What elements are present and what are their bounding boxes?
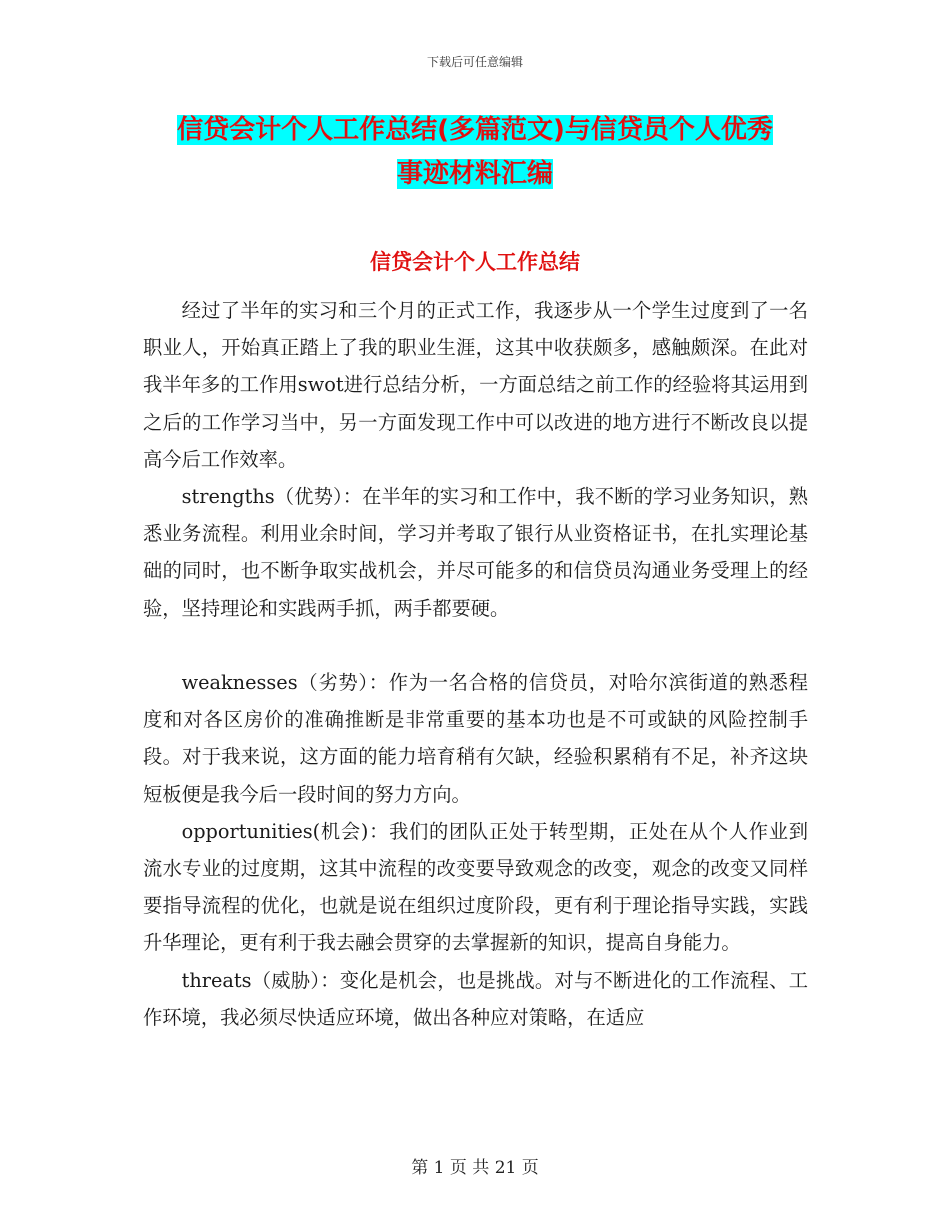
section-title: 信贷会计个人工作总结 [370,250,580,274]
document-title-line1: 信贷会计个人工作总结(多篇范文)与信贷员个人优秀 [177,115,773,145]
document-title [140,108,810,196]
paragraph-strengths: strengths（优势）：在半年的实习和工作中，我不断的学习业务知识，熟悉业务流程。利用业余时间，学习并考取了银行从业资格证书，在扎实理论基础的同时，也不断争取实战机会，并尽可能多的和信贷员沟通业务受理上的经验，坚持理论和实践两手抓，两手都要硬。 [143,485,808,620]
paragraph-threats: threats（威胁）：变化是机会，也是挑战。对与不断进化的工作流程、工作环境，我必须尽快适应环境，做出各种应对策略，在适应 [143,968,808,1029]
body-text [143,292,808,1036]
header-note: 下载后可任意编辑 [426,55,523,69]
document-title-line2: 事迹材料汇编 [396,159,553,189]
paragraph-weaknesses: weaknesses（劣势）：作为一名合格的信贷员，对哈尔滨街道的熟悉程度和对各区房价的准确推断是非常重要的基本功也是不可或缺的风险控制手段。对于我来说，这方面的能力培育稍有欠缺，经验积累稍有不足，补齐这块短板便是我今后一段时间的努力方向。 [143,671,808,806]
paragraph-intro: 经过了半年的实习和三个月的正式工作，我逐步从一个学生过度到了一名职业人，开始真正踏上了我的职业生涯，这其中收获颇多，感触颇深。在此对我半年多的工作用swot进行总结分析，一方面总结之前工作的经验将其运用到之后的工作学习当中，另一方面发现工作中可以改进的地方进行不断改良以提高今后工作效率。 [143,299,808,471]
page-footer: 第 1 页 共 21 页 [411,1158,539,1178]
paragraph-opportunities: opportunities(机会)：我们的团队正处于转型期，正处在从个人作业到流水专业的过度期，这其中流程的改变要导致观念的改变，观念的改变又同样要指导流程的优化，也就是说在组织过度阶段，更有利于理论指导实践，实践升华理论，更有利于我去融会贯穿的去掌握新的知识，提高自身能力。 [143,819,808,955]
